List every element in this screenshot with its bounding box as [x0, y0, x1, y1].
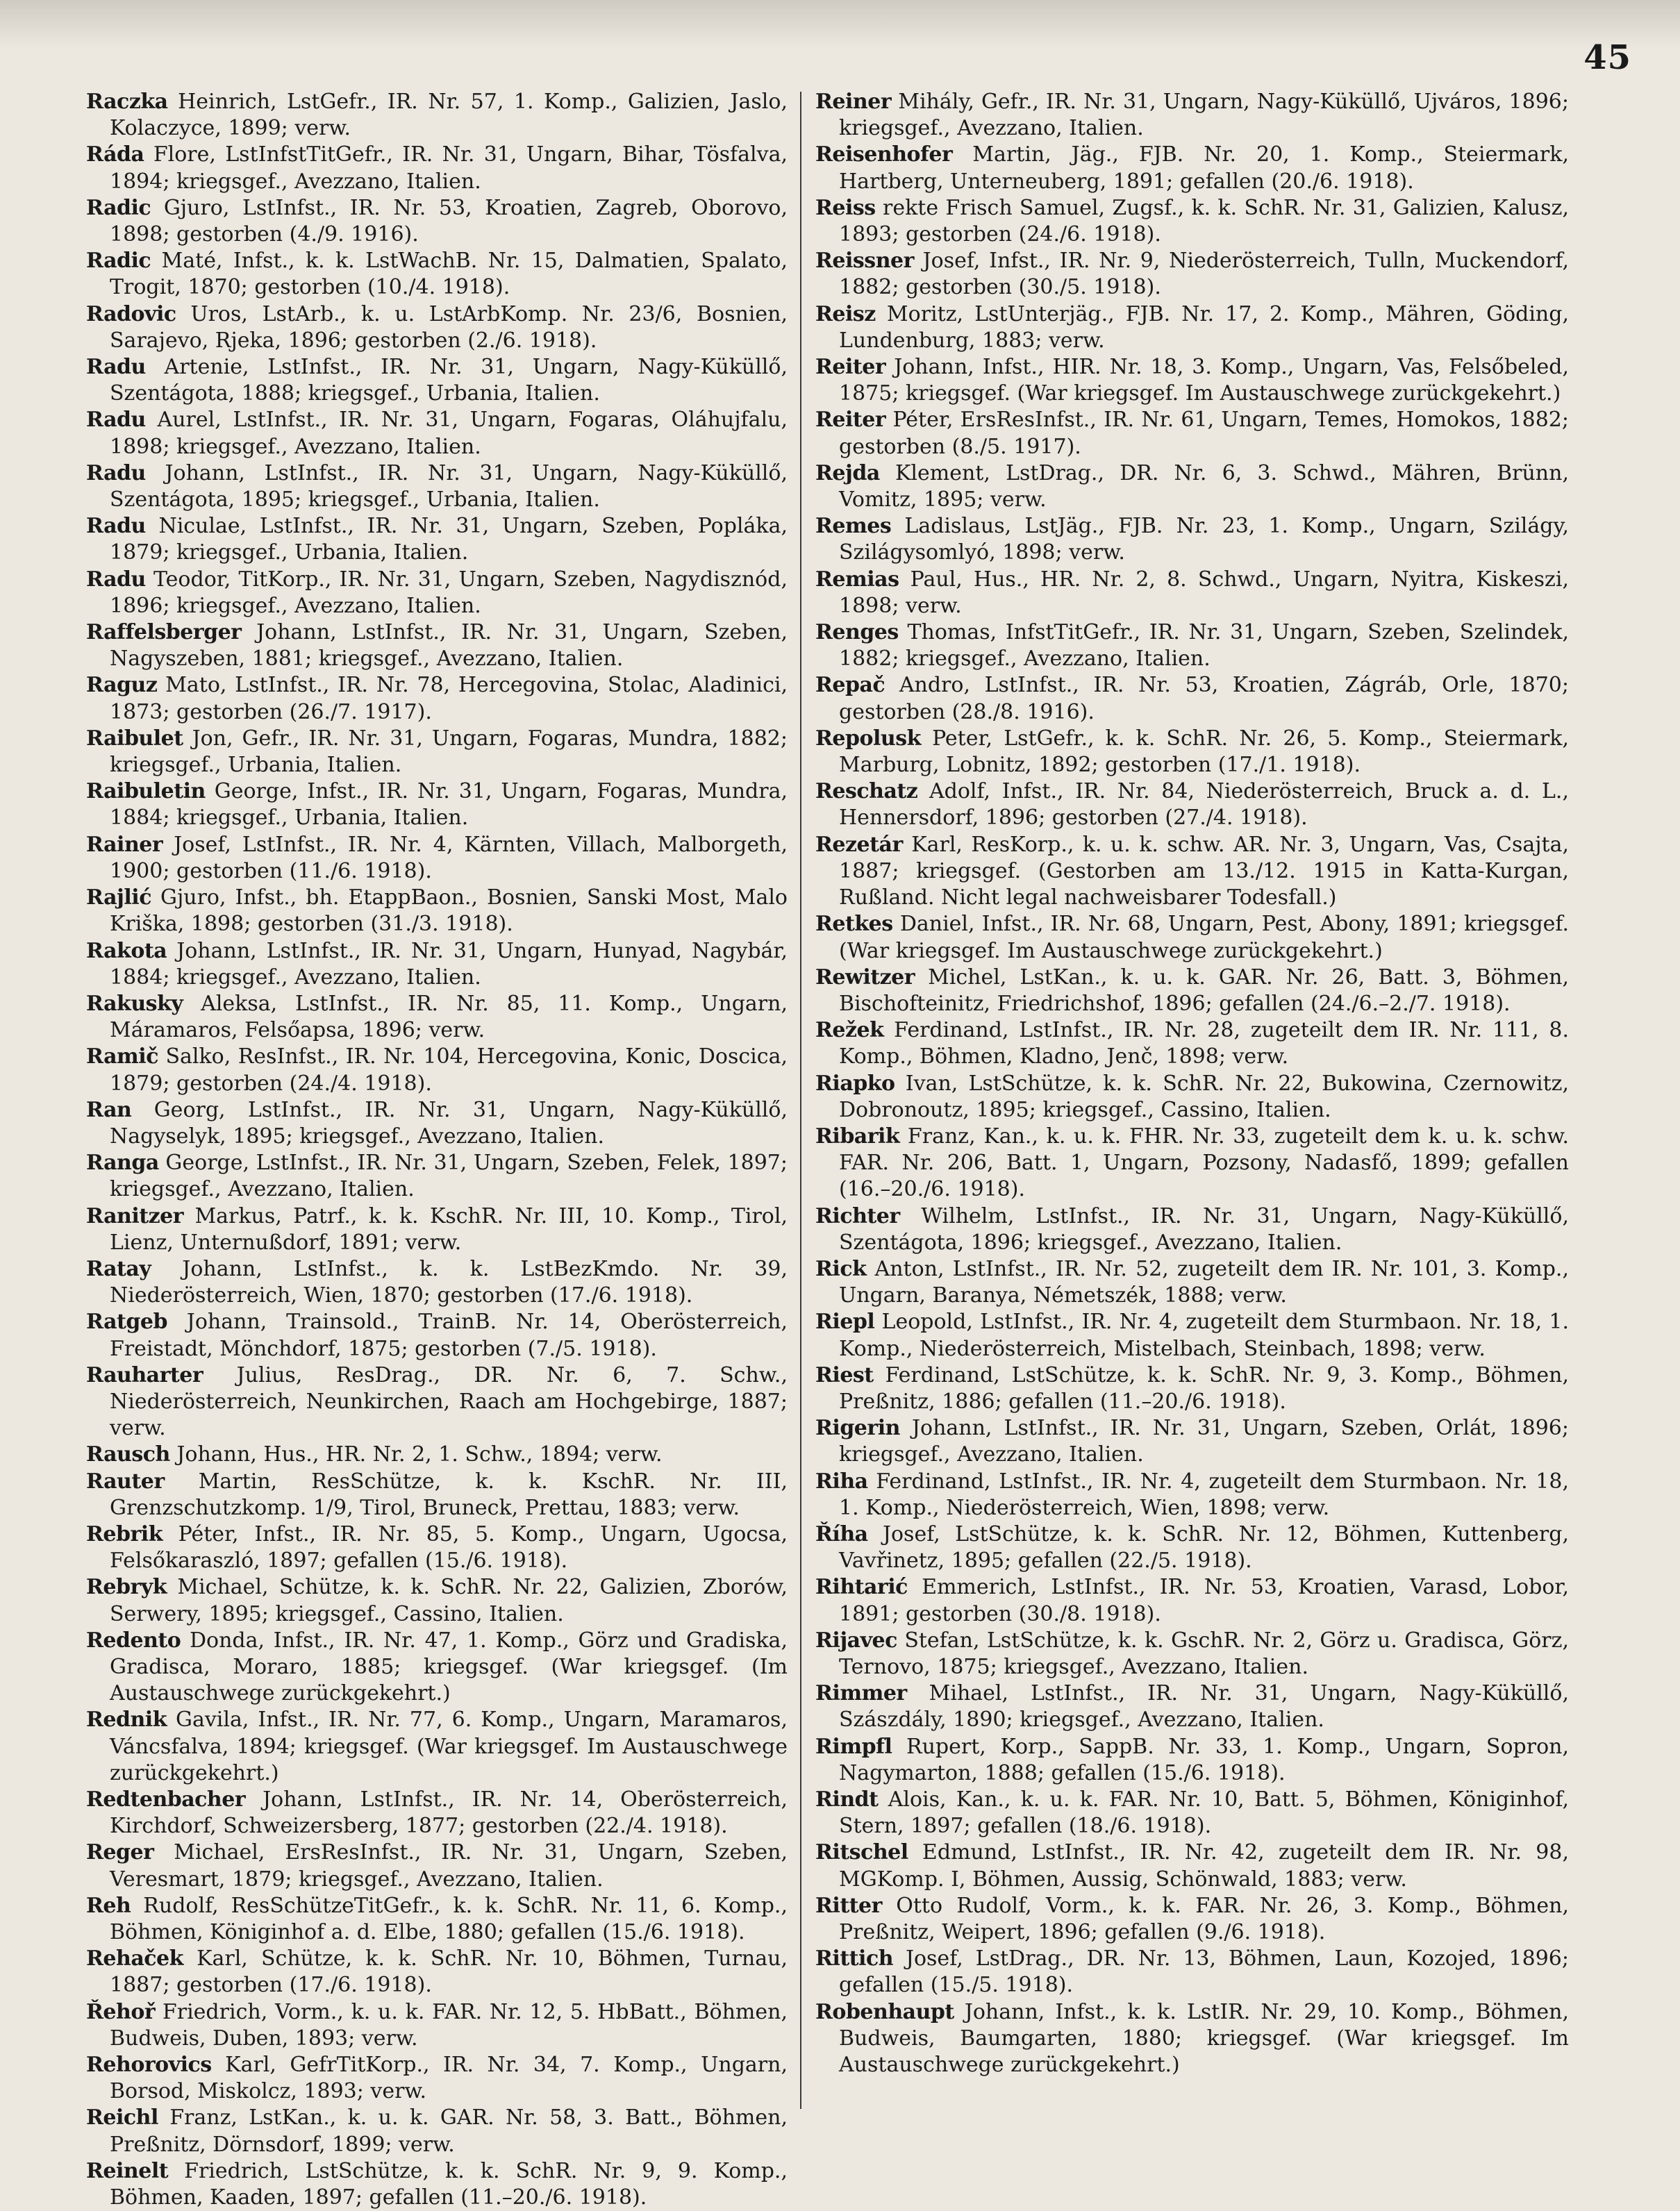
entry-details: Julius, ResDrag., DR. Nr. 6, 7. Schw., Niederösterreich, Neunkirchen, Raach am Hochgebirge, 1887; verw. [110, 1362, 788, 1441]
register-entry [86, 2158, 788, 2211]
register-entry [86, 832, 788, 885]
entry-surname: Rihtarić [815, 1575, 908, 1600]
register-entry [86, 1707, 788, 1787]
entry-surname: Reisenhofer [815, 142, 953, 167]
entry-surname: Radu [86, 460, 146, 485]
entry-surname: Rakota [86, 938, 167, 963]
register-entry [86, 778, 788, 831]
entry-surname: Reh [86, 1893, 131, 1918]
entry-details: Anton, LstInfst., IR. Nr. 52, zugeteilt dem IR. Nr. 101, 3. Komp., Ungarn, Baranya, Németszék, 1888; verw. [839, 1256, 1569, 1308]
entry-surname: Ribarik [815, 1124, 900, 1149]
register-entry [86, 1893, 788, 1946]
entry-surname: Rausch [86, 1442, 170, 1467]
register-entry [815, 1309, 1569, 1362]
register-entry [86, 2052, 788, 2105]
entry-details: Jon, Gefr., IR. Nr. 31, Ungarn, Fogaras, Mundra, 1882; kriegsgef., Urbania, Italien. [110, 726, 788, 778]
register-entry [815, 1946, 1569, 1999]
entry-details: Wilhelm, LstInfst., IR. Nr. 31, Ungarn, Nagy-Küküllő, Szentágota, 1896; kriegsgef., Avezzano, Italien. [839, 1203, 1569, 1255]
register-entry [86, 1150, 788, 1203]
entry-surname: Ratay [86, 1256, 151, 1281]
entry-surname: Ran [86, 1097, 132, 1122]
entry-surname: Repač [815, 673, 885, 698]
entry-surname: Robenhaupt [815, 1999, 954, 2024]
entry-details: Aleksa, LstInfst., IR. Nr. 85, 11. Komp., Ungarn, Máramaros, Felsőapsa, 1896; verw. [110, 991, 788, 1043]
register-entry [815, 301, 1569, 354]
register-entry [86, 1203, 788, 1256]
entry-details: Péter, ErsResInfst., IR. Nr. 61, Ungarn, Temes, Homokos, 1882; gestorben (8./5. 1917). [839, 408, 1569, 459]
entry-surname: Reiter [815, 355, 886, 380]
entry-details: Ferdinand, LstInfst., IR. Nr. 28, zugeteilt dem IR. Nr. 111, 8. Komp., Böhmen, Kladno, Jenč, 1898; verw. [839, 1018, 1570, 1069]
entry-details: Otto Rudolf, Vorm., k. k. FAR. Nr. 26, 3. Komp., Böhmen, Preßnitz, Weipert, 1896; gefallen (9./6. 1918). [839, 1893, 1569, 1945]
register-entry [86, 1097, 788, 1150]
register-entry [815, 407, 1569, 460]
entry-surname: Rauter [86, 1469, 165, 1494]
entry-surname: Rehorovics [86, 2053, 212, 2078]
entry-surname: Reschatz [815, 779, 918, 804]
register-entry [815, 1574, 1569, 1627]
register-entry [815, 195, 1569, 248]
entry-surname: Riest [815, 1362, 874, 1387]
register-entry [86, 195, 788, 248]
left-column [86, 89, 788, 2211]
entry-surname: Rimmer [815, 1681, 907, 1706]
entry-surname: Reger [86, 1840, 154, 1865]
entry-surname: Ritschel [815, 1840, 908, 1865]
entry-surname: Ranga [86, 1151, 159, 1176]
register-entry [86, 1839, 788, 1892]
register-entry [815, 672, 1569, 725]
register-entry [815, 142, 1569, 194]
entry-details: Peter, LstGefr., k. k. SchR. Nr. 26, 5. Komp., Steiermark, Marburg, Lobnitz, 1892; gestorben (17./1. 1918). [839, 726, 1570, 778]
register-entry [86, 1309, 788, 1362]
register-entry [815, 1017, 1569, 1070]
register-entry [86, 407, 788, 460]
entry-surname: Riha [815, 1469, 868, 1494]
register-entry [86, 460, 788, 513]
entry-details: Mihael, LstInfst., IR. Nr. 31, Ungarn, Nagy-Küküllő, Szászdály, 1890; kriegsgef., Avezzano, Italien. [839, 1681, 1569, 1733]
register-entry [815, 1203, 1569, 1256]
register-entry [815, 89, 1569, 142]
entry-details: Uros, LstArb., k. u. LstArbKomp. Nr. 23/6, Bosnien, Sarajevo, Rjeka, 1896; gestorben (2./6. 1918). [110, 301, 788, 353]
entry-surname: Remias [815, 567, 899, 592]
page-number: 45 [1583, 38, 1631, 77]
entry-details: Josef, LstSchütze, k. k. SchR. Nr. 12, Böhmen, Kuttenberg, Vavřinetz, 1895; gefallen (22./5. 1918). [839, 1521, 1569, 1574]
entry-details: Ferdinand, LstSchütze, k. k. SchR. Nr. 9, 3. Komp., Böhmen, Preßnitz, 1886; gefallen (11.–20./6. 1918). [839, 1362, 1569, 1414]
register-entry [815, 965, 1569, 1017]
entry-surname: Ranitzer [86, 1203, 184, 1228]
entry-surname: Repolusk [815, 726, 921, 751]
entry-details: Salko, ResInfst., IR. Nr. 104, Hercegovina, Konic, Doscica, 1879; gestorben (24./4. 1918). [110, 1044, 788, 1096]
entry-surname: Reiter [815, 408, 886, 433]
entry-details: Johann, LstInfst., IR. Nr. 14, Oberösterreich, Kirchdorf, Schweizersberg, 1877; gestorben (22./4. 1918). [110, 1787, 788, 1839]
register-entry [815, 1839, 1569, 1892]
entry-details: Gjuro, LstInfst., IR. Nr. 53, Kroatien, Zagreb, Oborovo, 1898; gestorben (4./9. 1916). [110, 195, 788, 247]
register-entry [815, 726, 1569, 778]
entry-surname: Rindt [815, 1787, 879, 1812]
register-entry [815, 1734, 1569, 1787]
register-entry [815, 1469, 1569, 1521]
register-entry [815, 911, 1569, 964]
entry-surname: Radu [86, 408, 146, 433]
register-entry [815, 1071, 1569, 1124]
entry-surname: Radic [86, 195, 151, 220]
register-entry [86, 991, 788, 1044]
register-entry [815, 1362, 1569, 1415]
entry-details: Johann, LstInfst., IR. Nr. 31, Ungarn, Szeben, Nagyszeben, 1881; kriegsgef., Avezzano, Italien. [110, 620, 788, 671]
entry-surname: Řehoř [86, 1999, 156, 2024]
entry-details: Donda, Infst., IR. Nr. 47, 1. Komp., Görz und Gradiska, Gradisca, Moraro, 1885; kriegsgef. (War kriegsgef. (Im Austauschwege zurückgekehrt.) [110, 1628, 788, 1706]
register-entry [86, 1521, 788, 1574]
entry-surname: Raguz [86, 673, 158, 698]
entry-details: Mato, LstInfst., IR. Nr. 78, Hercegovina, Stolac, Aladinici, 1873; gestorben (26./7. 1917). [110, 673, 788, 724]
register-entry [815, 567, 1569, 619]
entry-details: Franz, Kan., k. u. k. FHR. Nr. 33, zugeteilt dem k. u. k. schw. FAR. Nr. 206, Batt. 1, Ungarn, Pozsony, Nadasfő, 1899; gefallen (16.–20./6. 1918). [839, 1124, 1569, 1202]
entry-details: Daniel, Infst., IR. Nr. 68, Ungarn, Pest, Abony, 1891; kriegsgef. (War kriegsgef. Im Austauschwege zurückgekehrt.) [839, 912, 1569, 963]
register-entry [815, 1893, 1569, 1946]
entry-surname: Rezetár [815, 832, 903, 857]
register-entry [86, 1044, 788, 1096]
entry-details: Klement, LstDrag., DR. Nr. 6, 3. Schwd., Mähren, Brünn, Vomitz, 1895; verw. [839, 460, 1569, 512]
entry-details: Karl, GefrTitKorp., IR. Nr. 34, 7. Komp., Ungarn, Borsod, Miskolcz, 1893; verw. [110, 2053, 788, 2104]
entry-details: Ferdinand, LstInfst., IR. Nr. 4, zugeteilt dem Sturmbaon. Nr. 18, 1. Komp., Niederösterreich, Wien, 1898; verw. [839, 1469, 1569, 1520]
register-entry [86, 1787, 788, 1839]
register-entry [86, 726, 788, 778]
register-entry [86, 1469, 788, 1521]
entry-details: Georg, LstInfst., IR. Nr. 31, Ungarn, Nagy-Küküllő, Nagyselyk, 1895; kriegsgef., Avezzano, Italien. [110, 1097, 788, 1149]
entry-surname: Retkes [815, 912, 893, 937]
entry-details: Flore, LstInfstTitGefr., IR. Nr. 31, Ungarn, Bihar, Tösfalva, 1894; kriegsgef., Avezzano, Italien. [110, 142, 788, 194]
entry-details: Rupert, Korp., SappB. Nr. 33, 1. Komp., Ungarn, Sopron, Nagymarton, 1888; gefallen (15./6. 1918). [839, 1734, 1569, 1785]
entry-surname: Radu [86, 355, 146, 380]
entry-details: Mihály, Gefr., IR. Nr. 31, Ungarn, Nagy-Küküllő, Ujváros, 1896; kriegsgef., Avezzano, Italien. [839, 90, 1569, 141]
entry-details: Johann, Infst., HIR. Nr. 18, 3. Komp., Ungarn, Vas, Felsőbeled, 1875; kriegsgef. (War kriegsgef. Im Austauschwege zurückgekehrt.) [839, 355, 1569, 406]
entry-details: Johann, Infst., k. k. LstIR. Nr. 29, 10. Komp., Böhmen, Budweis, Baumgarten, 1880; kriegsgef. (War kriegsgef. Im Austauschwege zurückgekehrt.) [839, 1999, 1569, 2078]
entry-surname: Reisz [815, 301, 876, 326]
entry-surname: Radu [86, 567, 146, 592]
entry-surname: Reichl [86, 2105, 158, 2130]
register-entry [86, 89, 788, 142]
register-entry [815, 1124, 1569, 1203]
register-entry [815, 460, 1569, 513]
entry-surname: Ratgeb [86, 1310, 167, 1335]
register-entry [86, 1628, 788, 1708]
entry-surname: Radic [86, 249, 151, 274]
register-entry [86, 938, 788, 991]
entry-surname: Ramič [86, 1044, 158, 1069]
register-entry [86, 301, 788, 354]
entry-surname: Rebryk [86, 1575, 167, 1600]
entry-surname: Raffelsberger [86, 620, 242, 645]
column-divider [800, 92, 801, 2109]
entry-details: Markus, Patrf., k. k. KschR. Nr. III, 10. Komp., Tirol, Lienz, Unternußdorf, 1891; verw. [110, 1203, 788, 1255]
entry-surname: Ritter [815, 1893, 882, 1918]
entry-surname: Režek [815, 1018, 884, 1043]
register-entry [815, 513, 1569, 566]
entry-details: Josef, LstDrag., DR. Nr. 13, Böhmen, Laun, Kozojed, 1896; gefallen (15./5. 1918). [839, 1946, 1569, 1998]
entry-surname: Rajlić [86, 885, 151, 910]
entry-surname: Raczka [86, 90, 168, 114]
register-entry [815, 832, 1569, 912]
entry-details: Gjuro, Infst., bh. EtappBaon., Bosnien, Sanski Most, Malo Kriška, 1898; gestorben (31./3. 1918). [110, 885, 788, 937]
entry-details: Johann, LstInfst., IR. Nr. 31, Ungarn, Nagy-Küküllő, Szentágota, 1895; kriegsgef., Urbania, Italien. [110, 460, 788, 512]
entry-details: Thomas, InfstTitGefr., IR. Nr. 31, Ungarn, Szeben, Szelindek, 1882; kriegsgef., Avezzano, Italien. [839, 620, 1569, 671]
register-entry [86, 248, 788, 301]
entry-details: Teodor, TitKorp., IR. Nr. 31, Ungarn, Szeben, Nagydisznód, 1896; kriegsgef., Avezzano, Italien. [110, 567, 788, 618]
entry-surname: Raibuletin [86, 779, 206, 804]
register-entry [815, 248, 1569, 301]
entry-details: Artenie, LstInfst., IR. Nr. 31, Ungarn, Nagy-Küküllő, Szentágota, 1888; kriegsgef., Urbania, Italien. [110, 355, 788, 406]
register-entry [86, 885, 788, 937]
entry-surname: Rauharter [86, 1362, 203, 1387]
entry-surname: Riepl [815, 1310, 875, 1335]
entry-details: Andro, LstInfst., IR. Nr. 53, Kroatien, Zágráb, Orle, 1870; gestorben (28./8. 1916). [839, 673, 1569, 724]
entry-surname: Raibulet [86, 726, 183, 751]
entry-details: Moritz, LstUnterjäg., FJB. Nr. 17, 2. Komp., Mähren, Göding, Lundenburg, 1883; verw. [839, 301, 1569, 353]
register-entry [815, 619, 1569, 672]
register-entry [86, 1256, 788, 1309]
register-entry [86, 567, 788, 619]
entry-details: Edmund, LstInfst., IR. Nr. 42, zugeteilt dem IR. Nr. 98, MGKomp. I, Böhmen, Aussig, Schönwald, 1883; verw. [839, 1840, 1569, 1892]
entry-details: Péter, Infst., IR. Nr. 85, 5. Komp., Ungarn, Ugocsa, Felsőkaraszló, 1897; gefallen (15./6. 1918). [110, 1521, 788, 1574]
register-entry [86, 1999, 788, 2052]
entry-surname: Redtenbacher [86, 1787, 246, 1812]
entry-details: Gavila, Infst., IR. Nr. 77, 6. Komp., Ungarn, Maramaros, Váncsfalva, 1894; kriegsgef. (War kriegsgef. Im Austauschwege zurückgekehrt.) [110, 1708, 788, 1785]
entry-surname: Rejda [815, 460, 880, 485]
entry-surname: Rednik [86, 1708, 167, 1733]
entry-surname: Rehaček [86, 1946, 183, 1971]
entry-details: Aurel, LstInfst., IR. Nr. 31, Ungarn, Fogaras, Oláhujfalu, 1898; kriegsgef., Avezzano, Italien. [110, 408, 788, 459]
entry-surname: Rewitzer [815, 965, 915, 990]
entry-surname: Rebrik [86, 1521, 163, 1546]
register-entry [86, 1946, 788, 1999]
register-entry [815, 1256, 1569, 1309]
entry-details: Stefan, LstSchütze, k. k. GschR. Nr. 2, Görz u. Gradisca, Görz, Ternovo, 1875; kriegsgef., Avezzano, Italien. [839, 1628, 1569, 1679]
entry-details: Martin, ResSchütze, k. k. KschR. Nr. III, Grenzschutzkomp. 1/9, Tirol, Bruneck, Prettau, 1883; verw. [110, 1469, 788, 1520]
entry-details: George, LstInfst., IR. Nr. 31, Ungarn, Szeben, Felek, 1897; kriegsgef., Avezzano, Italien. [110, 1151, 788, 1202]
entry-details: Rudolf, ResSchützeTitGefr., k. k. SchR. Nr. 11, 6. Komp., Böhmen, Königinhof a. d. Elbe, 1880; gefallen (15./6. 1918). [110, 1893, 788, 1945]
entry-details: Johann, Trainsold., TrainB. Nr. 14, Oberösterreich, Freistadt, Mönchdorf, 1875; gestorben (7./5. 1918). [110, 1310, 788, 1361]
register-entry [86, 354, 788, 407]
register-entry [815, 1521, 1569, 1574]
entry-details: Adolf, Infst., IR. Nr. 84, Niederösterreich, Bruck a. d. L., Hennersdorf, 1896; gestorben (27./4. 1918). [839, 779, 1569, 831]
entry-details: Josef, LstInfst., IR. Nr. 4, Kärnten, Villach, Malborgeth, 1900; gestorben (11./6. 1918). [110, 832, 788, 883]
entry-surname: Richter [815, 1203, 900, 1228]
entry-surname: Rittich [815, 1946, 894, 1971]
entry-surname: Rakusky [86, 991, 183, 1016]
register-entry [86, 1574, 788, 1627]
entry-details: rekte Frisch Samuel, Zugsf., k. k. SchR. Nr. 31, Galizien, Kalusz, 1893; gestorben (24./6. 1918). [839, 195, 1569, 247]
entry-surname: Reissner [815, 249, 914, 274]
entry-details: Martin, Jäg., FJB. Nr. 20, 1. Komp., Steiermark, Hartberg, Unterneuberg, 1891; gefallen (20./6. 1918). [839, 142, 1569, 194]
register-entry [86, 1442, 788, 1468]
entry-surname: Rigerin [815, 1416, 900, 1441]
entry-details: Michael, ErsResInfst., IR. Nr. 31, Ungarn, Szeben, Veresmart, 1879; kriegsgef., Avezzano, Italien. [110, 1840, 788, 1892]
entry-surname: Rick [815, 1256, 867, 1281]
entry-details: Friedrich, Vorm., k. u. k. FAR. Nr. 12, 5. HbBatt., Böhmen, Budweis, Duben, 1893; verw. [110, 1999, 788, 2051]
register-entry [815, 1680, 1569, 1733]
register-entry [86, 513, 788, 566]
entry-surname: Reinelt [86, 2158, 169, 2183]
entry-surname: Radu [86, 514, 146, 539]
entry-details: Maté, Infst., k. k. LstWachB. Nr. 15, Dalmatien, Spalato, Trogit, 1870; gestorben (10./4. 1918). [110, 249, 788, 300]
entry-surname: Redento [86, 1628, 181, 1653]
entry-details: Paul, Hus., HR. Nr. 2, 8. Schwd., Ungarn, Nyitra, Kiskeszi, 1898; verw. [839, 567, 1569, 618]
entry-details: Johann, LstInfst., IR. Nr. 31, Ungarn, Szeben, Orlát, 1896; kriegsgef., Avezzano, Italien. [839, 1416, 1569, 1467]
entry-details: Karl, ResKorp., k. u. k. schw. AR. Nr. 3, Ungarn, Vas, Csajta, 1887; kriegsgef. (Gestorben am 13./12. 1915 in Katta-Kurgan, Rußland. Nicht legal nachweisbarer Todesfall.) [839, 832, 1569, 910]
entry-surname: Radovic [86, 301, 176, 326]
register-entry [815, 1999, 1569, 2079]
entry-surname: Rimpfl [815, 1734, 892, 1759]
register-entry [86, 142, 788, 194]
entry-details: Michael, Schütze, k. k. SchR. Nr. 22, Galizien, Zborów, Serwery, 1895; kriegsgef., Cassino, Italien. [110, 1575, 788, 1626]
entry-details: Ivan, LstSchütze, k. k. SchR. Nr. 22, Bukowina, Czernowitz, Dobronoutz, 1895; kriegsgef., Cassino, Italien. [839, 1071, 1569, 1122]
right-column [815, 89, 1569, 2078]
page-top-shadow [0, 0, 1680, 49]
entry-surname: Remes [815, 514, 892, 539]
entry-details: Ladislaus, LstJäg., FJB. Nr. 23, 1. Komp., Ungarn, Szilágy, Szilágysomlyó, 1898; verw. [839, 514, 1569, 565]
entry-surname: Renges [815, 620, 899, 645]
entry-details: Johann, Hus., HR. Nr. 2, 1. Schw., 1894; verw. [176, 1442, 663, 1467]
register-entry [86, 672, 788, 725]
entry-surname: Říha [815, 1521, 868, 1546]
register-entry [815, 1787, 1569, 1839]
entry-surname: Ráda [86, 142, 144, 167]
entry-details: George, Infst., IR. Nr. 31, Ungarn, Fogaras, Mundra, 1884; kriegsgef., Urbania, Italien. [110, 779, 788, 831]
entry-details: Niculae, LstInfst., IR. Nr. 31, Ungarn, Szeben, Popláka, 1879; kriegsgef., Urbania, Italien. [110, 514, 788, 565]
entry-details: Josef, Infst., IR. Nr. 9, Niederösterreich, Tulln, Muckendorf, 1882; gestorben (30./5. 1918). [839, 249, 1569, 300]
register-entry [815, 1415, 1569, 1468]
register-entry [86, 619, 788, 672]
entry-surname: Riapko [815, 1071, 895, 1096]
entry-details: Leopold, LstInfst., IR. Nr. 4, zugeteilt dem Sturmbaon. Nr. 18, 1. Komp., Niederösterreich, Mistelbach, Steinbach, 1898; verw. [839, 1310, 1569, 1361]
entry-surname: Reiner [815, 90, 892, 114]
entry-details: Emmerich, LstInfst., IR. Nr. 53, Kroatien, Varasd, Lobor, 1891; gestorben (30./8. 1918). [839, 1575, 1569, 1626]
register-entry [815, 354, 1569, 407]
entry-details: Alois, Kan., k. u. k. FAR. Nr. 10, Batt. 5, Böhmen, Königinhof, Stern, 1897; gefallen (18./6. 1918). [839, 1787, 1569, 1839]
entry-details: Franz, LstKan., k. u. k. GAR. Nr. 58, 3. Batt., Böhmen, Preßnitz, Dörnsdorf, 1899; verw. [110, 2105, 788, 2157]
register-entry [815, 1628, 1569, 1680]
entry-details: Michel, LstKan., k. u. k. GAR. Nr. 26, Batt. 3, Böhmen, Bischofteinitz, Friedrichshof, 1896; gefallen (24./6.–2./7. 1918). [839, 965, 1569, 1016]
register-entry [815, 778, 1569, 831]
entry-details: Johann, LstInfst., k. k. LstBezKmdo. Nr. 39, Niederösterreich, Wien, 1870; gestorben (17./6. 1918). [110, 1256, 788, 1308]
register-entry [86, 1362, 788, 1442]
register-entry [86, 2105, 788, 2158]
entry-surname: Rainer [86, 832, 163, 857]
entry-details: Johann, LstInfst., IR. Nr. 31, Ungarn, Hunyad, Nagybár, 1884; kriegsgef., Avezzano, Italien. [110, 938, 788, 990]
entry-surname: Rijavec [815, 1628, 897, 1653]
entry-details: Heinrich, LstGefr., IR. Nr. 57, 1. Komp., Galizien, Jaslo, Kolaczyce, 1899; verw. [110, 90, 788, 141]
entry-surname: Reiss [815, 195, 876, 220]
entry-details: Karl, Schütze, k. k. SchR. Nr. 10, Böhmen, Turnau, 1887; gestorben (17./6. 1918). [110, 1946, 788, 1998]
entry-details: Friedrich, LstSchütze, k. k. SchR. Nr. 9, 9. Komp., Böhmen, Kaaden, 1897; gefallen (11.–20./6. 1918). [110, 2158, 788, 2210]
